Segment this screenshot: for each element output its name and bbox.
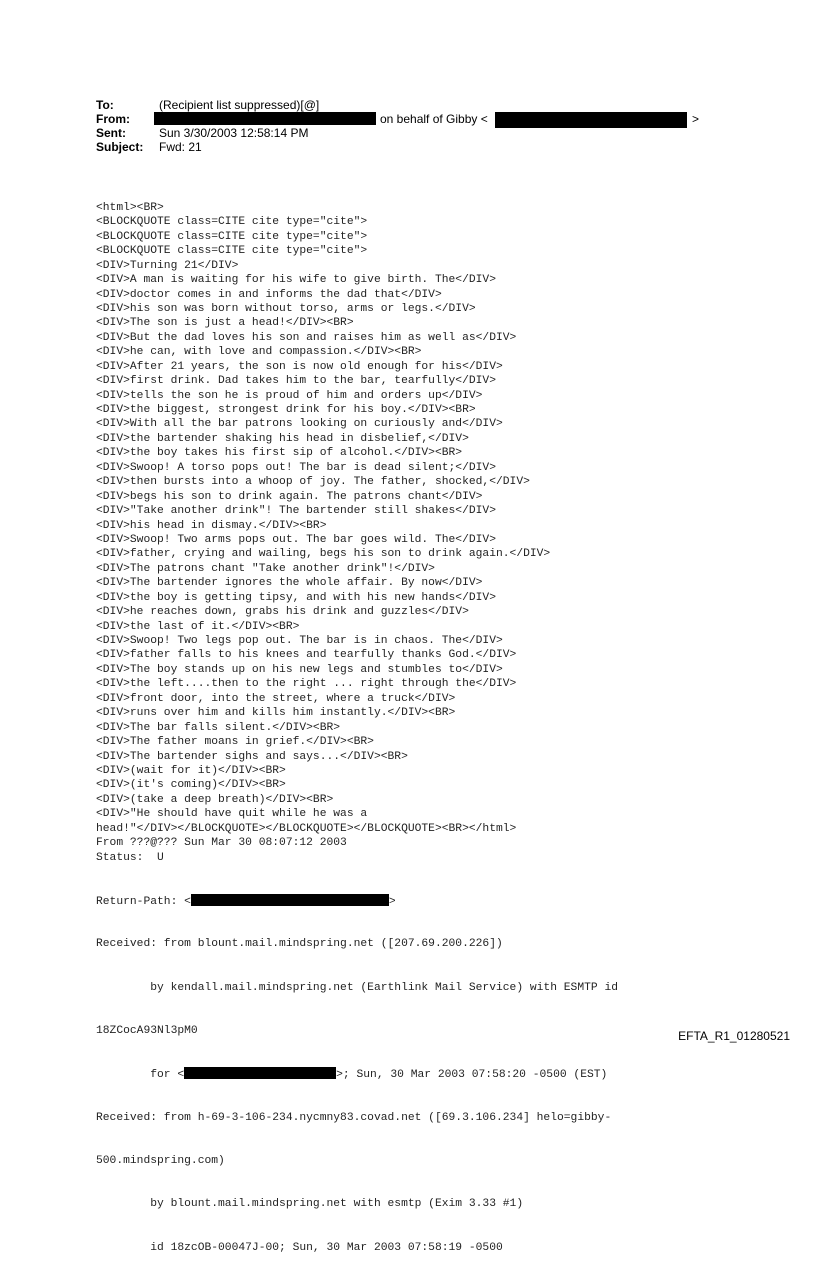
body-line: <DIV>father falls to his knees and tearfully thanks God.</DIV> [96,649,517,662]
to-value: (Recipient list suppressed)[@] [159,98,320,112]
received-line: id 18zcOB-00047J-00; Sun, 30 Mar 2003 07:58:19 -0500 [96,1241,503,1254]
body-line: <DIV>the boy takes his first sip of alcohol.</DIV><BR> [96,447,463,460]
received-line: 500.mindspring.com) [96,1155,225,1167]
body-line: <BLOCKQUOTE class=CITE cite type="cite"> [96,216,368,229]
body-line: <DIV>first drink. Dad takes him to the bar, tearfully</DIV> [96,375,496,388]
sent-row [96,126,736,140]
body-line: <DIV>the boy is getting tipsy, and with his new hands</DIV> [96,591,496,604]
from-open-bracket: < [480,112,488,126]
body-line: <DIV>runs over him and kills him instantly.</DIV><BR> [96,707,456,720]
body-line: <DIV>his son was born without torso, arms or legs.</DIV> [96,302,476,315]
body-line: <DIV>the last of it.</DIV><BR> [96,620,300,633]
subject-row [96,140,736,154]
body-line: <DIV>begs his son to drink again. The patrons chant</DIV> [96,490,483,503]
to-row [96,98,736,112]
body-line: <html><BR> [96,201,164,214]
return-path-end: > [388,895,396,908]
body-line: <DIV>Swoop! Two legs pop out. The bar is in chaos. The</DIV> [96,635,503,648]
body-line: <DIV>then bursts into a whoop of joy. The father, shocked,</DIV> [96,476,530,489]
body-line: <DIV>(take a deep breath)</DIV><BR> [96,793,334,806]
sent-value: Sun 3/30/2003 12:58:14 PM [159,126,309,140]
body-line: <DIV>"Take another drink"! The bartender still shakes</DIV> [96,505,496,518]
body-line: <BLOCKQUOTE class=CITE cite type="cite"> [96,245,368,258]
received-for-line [96,1067,796,1081]
subject-label: Subject: [96,140,144,154]
bates-number: EFTA_R1_01280521 [678,1029,790,1043]
subject-value: Fwd: 21 [159,140,202,154]
body-line: <DIV>With all the bar patrons looking on curiously and</DIV> [96,418,503,431]
body-line: <DIV>the bartender shaking his head in disbelief,</DIV> [96,432,469,445]
received-for-post: >; Sun, 30 Mar 2003 07:58:20 -0500 (EST) [336,1069,608,1082]
from-behalf-text [380,112,488,126]
body-line: <DIV>Swoop! A torso pops out! The bar is dead silent;</DIV> [96,461,496,474]
body-line: <DIV>After 21 years, the son is now old enough for his</DIV> [96,360,503,373]
body-line: Status: U [96,851,164,864]
body-line: <DIV>doctor comes in and informs the dad that</DIV> [96,288,442,301]
return-path-line [96,894,796,908]
to-label: To: [96,98,114,112]
body-line: <DIV>tells the son he is proud of him and orders up</DIV> [96,389,483,402]
email-body [96,172,796,1284]
from-behalf: on behalf of Gibby [380,112,478,126]
body-line: <DIV>Turning 21</DIV> [96,259,239,272]
body-line: <DIV>The bar falls silent.</DIV><BR> [96,721,341,734]
redaction-bar [191,894,389,906]
body-line: <DIV>he can, with love and compassion.</DIV><BR> [96,346,422,359]
body-line: From ???@??? Sun Mar 30 08:07:12 2003 [96,837,347,850]
body-line: <BLOCKQUOTE class=CITE cite type="cite"> [96,230,368,243]
body-line: <DIV>the left....then to the right ... right through the</DIV> [96,678,517,691]
received-line: Received: from h-69-3-106-234.nycmny83.covad.net ([69.3.106.234] helo=gibby- [96,1111,612,1124]
body-line: <DIV>The father moans in grief.</DIV><BR> [96,736,374,749]
return-path-label: Return-Path: < [96,895,191,908]
body-line: <DIV>father, crying and wailing, begs his son to drink again.</DIV> [96,548,551,561]
from-row [96,112,736,126]
body-line: <DIV>(it's coming)</DIV><BR> [96,779,286,792]
body-line: <DIV>front door, into the street, where a truck</DIV> [96,692,456,705]
body-lines [96,201,796,865]
body-line: <DIV>A man is waiting for his wife to give birth. The</DIV> [96,274,496,287]
body-line: <DIV>The son is just a head!</DIV><BR> [96,317,354,330]
from-close-bracket: > [692,112,700,126]
received-line: 18ZCocA93Nl3pM0 [96,1024,198,1037]
body-line: <DIV>"He should have quit while he was a [96,808,368,821]
received-for-pre: for < [96,1069,185,1082]
received-line: Received: from blount.mail.mindspring.net ([207.69.200.226]) [96,938,503,951]
body-line: <DIV>But the dad loves his son and raises him as well as</DIV> [96,331,517,344]
received-line: by blount.mail.mindspring.net with esmtp (Exim 3.33 #1) [96,1198,524,1211]
email-header [96,98,736,154]
redaction-bar [184,1067,336,1079]
body-line: <DIV>(wait for it)</DIV><BR> [96,764,286,777]
body-line: <DIV>The boy stands up on his new legs and stumbles to</DIV> [96,663,503,676]
from-label: From: [96,112,130,126]
body-line: <DIV>the biggest, strongest drink for his boy.</DIV><BR> [96,404,476,417]
body-line: <DIV>The bartender sighs and says...</DIV><BR> [96,750,408,763]
redaction-bar [154,112,376,125]
body-line: <DIV>Swoop! Two arms pops out. The bar goes wild. The</DIV> [96,533,496,546]
body-line: <DIV>The patrons chant "Take another drink"!</DIV> [96,562,435,575]
body-line: <DIV>his head in dismay.</DIV><BR> [96,519,327,532]
body-line: <DIV>The bartender ignores the whole affair. By now</DIV> [96,577,483,590]
body-line: head!"</DIV></BLOCKQUOTE></BLOCKQUOTE></BLOCKQUOTE><BR></html> [96,822,517,835]
body-line: <DIV>he reaches down, grabs his drink and guzzles</DIV> [96,606,469,619]
sent-label: Sent: [96,126,126,140]
received-line: by kendall.mail.mindspring.net (Earthlink Mail Service) with ESMTP id [96,981,619,994]
